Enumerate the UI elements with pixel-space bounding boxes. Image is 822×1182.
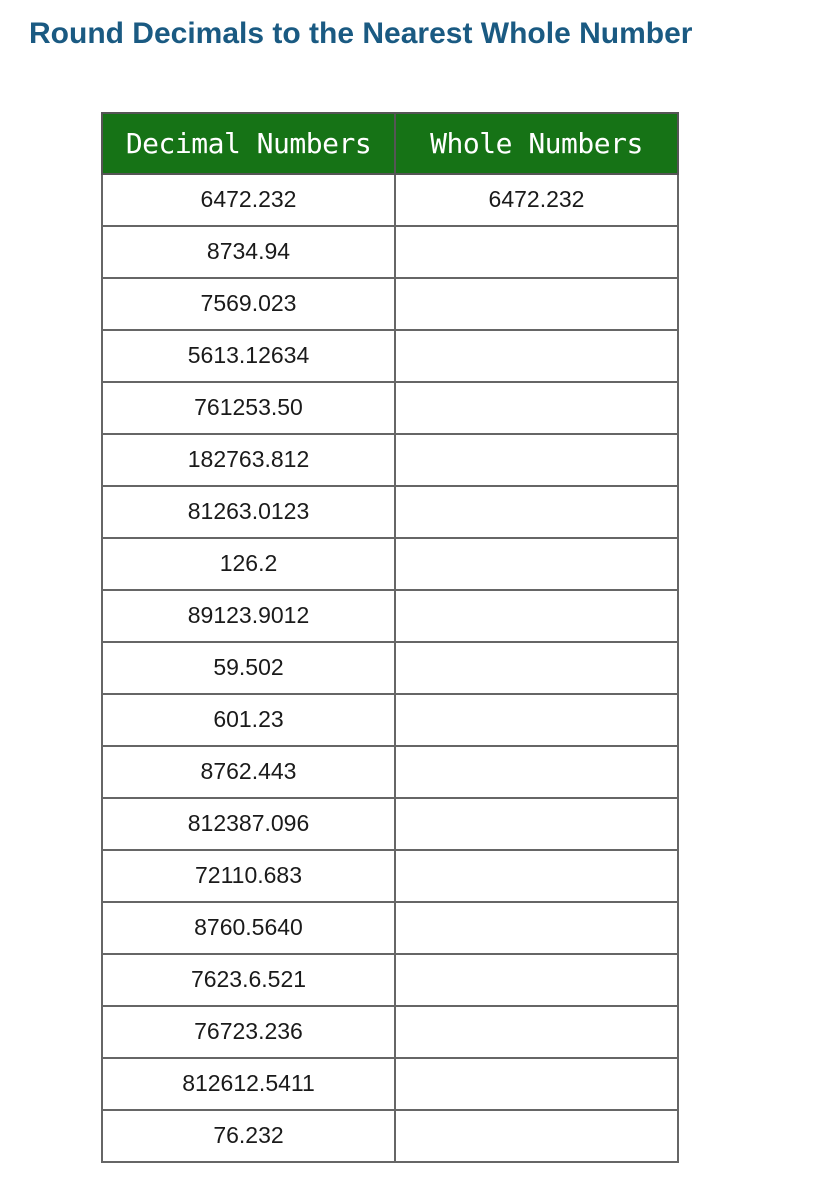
decimal-number-cell: 7569.023 xyxy=(102,278,395,330)
decimal-number-cell: 76723.236 xyxy=(102,1006,395,1058)
whole-number-cell[interactable] xyxy=(395,278,678,330)
table-row xyxy=(102,538,678,590)
table-row xyxy=(102,694,678,746)
decimal-number-cell: 761253.50 xyxy=(102,382,395,434)
whole-number-cell[interactable] xyxy=(395,798,678,850)
whole-number-cell[interactable] xyxy=(395,1058,678,1110)
table-row xyxy=(102,1006,678,1058)
whole-number-cell[interactable] xyxy=(395,538,678,590)
decimal-number-cell: 601.23 xyxy=(102,694,395,746)
table-row xyxy=(102,642,678,694)
whole-number-cell[interactable] xyxy=(395,382,678,434)
table-row xyxy=(102,174,678,226)
whole-number-cell[interactable] xyxy=(395,1110,678,1162)
decimal-number-cell: 89123.9012 xyxy=(102,590,395,642)
whole-number-cell[interactable] xyxy=(395,954,678,1006)
page-title: Round Decimals to the Nearest Whole Number xyxy=(29,17,693,50)
decimal-number-cell: 8762.443 xyxy=(102,746,395,798)
whole-number-cell[interactable] xyxy=(395,330,678,382)
decimal-number-cell: 81263.0123 xyxy=(102,486,395,538)
whole-number-cell[interactable] xyxy=(395,1006,678,1058)
table-row xyxy=(102,434,678,486)
table-row xyxy=(102,278,678,330)
table-row xyxy=(102,850,678,902)
table-row xyxy=(102,590,678,642)
decimal-number-cell: 182763.812 xyxy=(102,434,395,486)
whole-number-cell[interactable] xyxy=(395,590,678,642)
decimal-number-cell: 7623.6.521 xyxy=(102,954,395,1006)
whole-number-cell[interactable] xyxy=(395,694,678,746)
table-row xyxy=(102,1110,678,1162)
column-header-whole-numbers: Whole Numbers xyxy=(395,113,678,174)
table-row xyxy=(102,330,678,382)
whole-number-cell[interactable] xyxy=(395,746,678,798)
decimal-number-cell: 72110.683 xyxy=(102,850,395,902)
whole-number-cell[interactable] xyxy=(395,486,678,538)
whole-number-cell[interactable] xyxy=(395,642,678,694)
decimal-number-cell: 8734.94 xyxy=(102,226,395,278)
table-row xyxy=(102,954,678,1006)
decimal-number-cell: 6472.232 xyxy=(102,174,395,226)
table-row xyxy=(102,226,678,278)
whole-number-cell[interactable] xyxy=(395,434,678,486)
decimal-number-cell: 5613.12634 xyxy=(102,330,395,382)
decimal-number-cell: 8760.5640 xyxy=(102,902,395,954)
whole-number-cell[interactable] xyxy=(395,226,678,278)
table-body xyxy=(102,174,678,1162)
table-row xyxy=(102,1058,678,1110)
table-header-row xyxy=(102,113,678,174)
whole-number-cell[interactable] xyxy=(395,902,678,954)
column-header-decimal-numbers: Decimal Numbers xyxy=(102,113,395,174)
table-row xyxy=(102,486,678,538)
table-row xyxy=(102,746,678,798)
whole-number-cell[interactable] xyxy=(395,850,678,902)
decimal-number-cell: 59.502 xyxy=(102,642,395,694)
rounding-worksheet-table xyxy=(101,112,679,1163)
table-row xyxy=(102,902,678,954)
whole-number-cell[interactable]: 6472.232 xyxy=(395,174,678,226)
table-row xyxy=(102,382,678,434)
decimal-number-cell: 812387.096 xyxy=(102,798,395,850)
decimal-number-cell: 126.2 xyxy=(102,538,395,590)
table-row xyxy=(102,798,678,850)
decimal-number-cell: 812612.5411 xyxy=(102,1058,395,1110)
decimal-number-cell: 76.232 xyxy=(102,1110,395,1162)
